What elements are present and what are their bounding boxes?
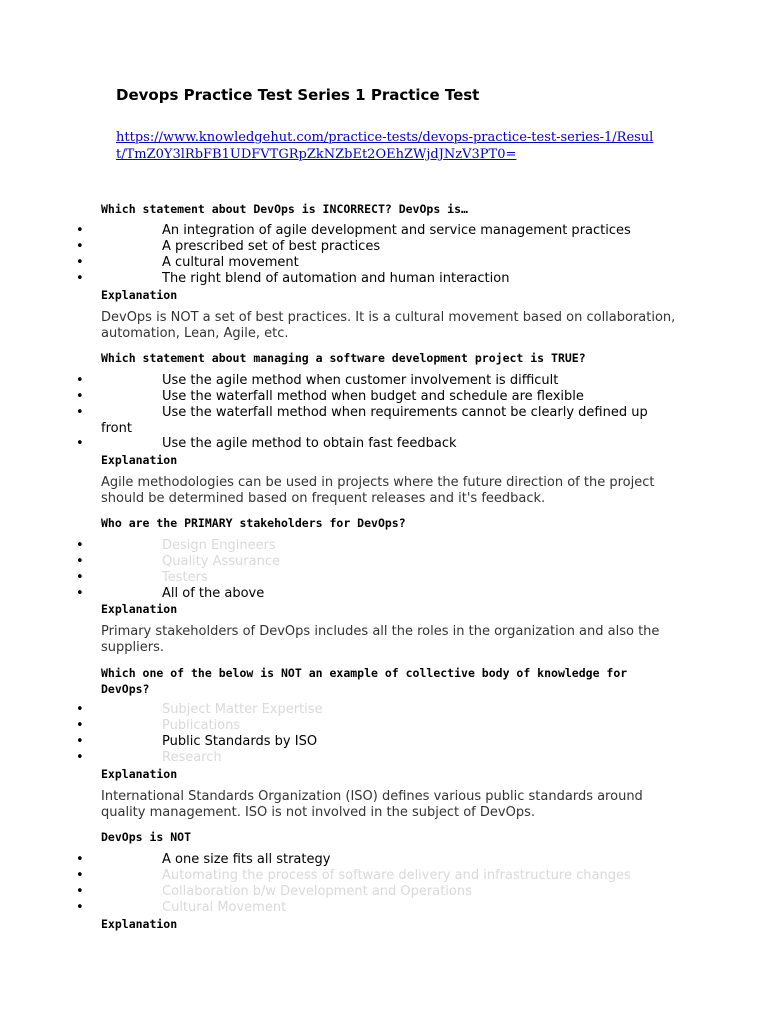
option-5-1[interactable]: • A one size fits all strategy <box>76 852 331 867</box>
explanation-label-5: Explanation <box>101 917 178 931</box>
option-5-4[interactable]: • Cultural Movement <box>76 900 287 915</box>
option-2-1[interactable]: • Use the agile method when customer involvement is difficult <box>76 373 559 388</box>
option-2-3[interactable]: • Use the waterfall method when requirements cannot be clearly defined up front <box>76 405 648 436</box>
option-4-4[interactable]: • Research <box>76 750 222 765</box>
option-4-1[interactable]: • Subject Matter Expertise <box>76 702 323 717</box>
bullet-icon: • <box>76 586 84 601</box>
option-1-2[interactable]: • A prescribed set of best practices <box>76 239 381 254</box>
bullet-icon: • <box>76 702 84 717</box>
option-3-3[interactable]: • Testers <box>76 570 208 585</box>
option-4-2[interactable]: • Publications <box>76 718 241 733</box>
explanation-1: DevOps is NOT a set of best practices. It is a cultural movement based on collaboration, automation, Lean, Agile, etc. <box>101 310 676 341</box>
option-2-4[interactable]: • Use the agile method to obtain fast feedback <box>76 436 457 451</box>
bullet-icon: • <box>76 750 84 765</box>
option-3-4[interactable]: • All of the above <box>76 586 265 601</box>
option-1-3[interactable]: • A cultural movement <box>76 255 299 270</box>
bullet-icon: • <box>76 255 84 270</box>
explanation-label-2: Explanation <box>101 453 178 467</box>
question-2: Which statement about managing a software development project is TRUE? <box>101 351 586 365</box>
question-5: DevOps is NOT <box>101 830 192 844</box>
bullet-icon: • <box>76 389 84 404</box>
explanation-3: Primary stakeholders of DevOps includes all the roles in the organization and also the suppliers. <box>101 624 660 655</box>
explanation-label-4: Explanation <box>101 767 178 781</box>
explanation-label-3: Explanation <box>101 602 178 616</box>
bullet-icon: • <box>76 405 84 420</box>
bullet-icon: • <box>76 718 84 733</box>
question-3: Who are the PRIMARY stakeholders for DevOps? <box>101 516 406 530</box>
option-1-4[interactable]: • The right blend of automation and human interaction <box>76 271 510 286</box>
option-4-3[interactable]: • Public Standards by ISO <box>76 734 318 749</box>
explanation-4: International Standards Organization (ISO) defines various public standards around quality management. ISO is not involved in the subject of DevOps. <box>101 789 643 820</box>
bullet-icon: • <box>76 734 84 749</box>
bullet-icon: • <box>76 554 84 569</box>
explanation-label-1: Explanation <box>101 288 178 302</box>
explanation-2: Agile methodologies can be used in projects where the future direction of the project should be determined based on frequent releases and it's feedback. <box>101 475 655 506</box>
option-2-2[interactable]: • Use the waterfall method when budget and schedule are flexible <box>76 389 584 404</box>
bullet-icon: • <box>76 538 84 553</box>
bullet-icon: • <box>76 436 84 451</box>
bullet-icon: • <box>76 868 84 883</box>
option-1-1[interactable]: • An integration of agile development and service management practices <box>76 223 631 238</box>
bullet-icon: • <box>76 570 84 585</box>
bullet-icon: • <box>76 239 84 254</box>
question-4: Which one of the below is NOT an example of collective body of knowledge for DevOps? <box>101 666 628 696</box>
bullet-icon: • <box>76 884 84 899</box>
bullet-icon: • <box>76 373 84 388</box>
option-3-2[interactable]: • Quality Assurance <box>76 554 280 569</box>
page-title: Devops Practice Test Series 1 Practice Test <box>116 86 480 104</box>
option-3-1[interactable]: • Design Engineers <box>76 538 276 553</box>
bullet-icon: • <box>76 900 84 915</box>
result-link[interactable]: https://www.knowledgehut.com/practice-tests/devops-practice-test-series-1/Result/TmZ0Y3lRbFB1UDFVTGRpZkNZbEt2OEhZWjdJNzV3PT0= <box>116 130 654 162</box>
option-5-2[interactable]: • Automating the process of software delivery and infrastructure changes <box>76 868 631 883</box>
question-1: Which statement about DevOps is INCORRECT? DevOps is… <box>101 202 468 216</box>
bullet-icon: • <box>76 852 84 867</box>
bullet-icon: • <box>76 223 84 238</box>
bullet-icon: • <box>76 271 84 286</box>
option-5-3[interactable]: • Collaboration b/w Development and Operations <box>76 884 472 899</box>
